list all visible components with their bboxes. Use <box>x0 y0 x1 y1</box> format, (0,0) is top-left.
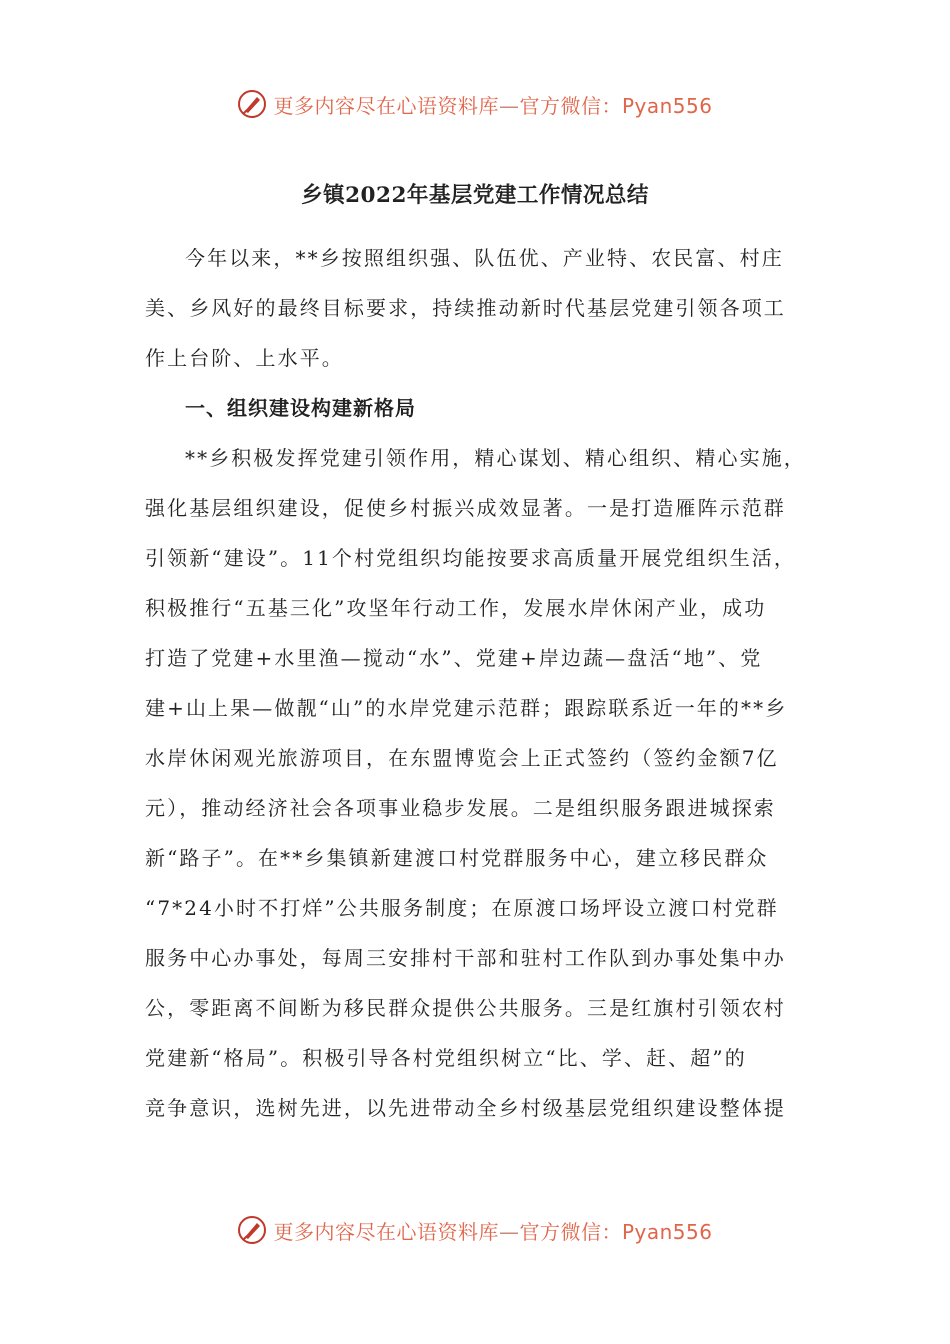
quill-logo-icon <box>237 89 267 119</box>
document-title: 乡镇2022年基层党建工作情况总结 <box>301 183 649 208</box>
watermark-banner-bottom <box>0 1210 950 1250</box>
paragraph-line: **乡积极发挥党建引领作用，精心谋划、精心组织、精心实施， <box>185 446 806 470</box>
paragraph-line: 竞争意识，选树先进，以先进带动全乡村级基层党组织建设整体提 <box>145 1096 786 1120</box>
watermark-text: 更多内容尽在心语资料库—官方微信：Pyan556 <box>273 93 713 118</box>
paragraph-line: 引领新“建设”。11个村党组织均能按要求高质量开展党组织生活， <box>145 546 796 570</box>
paragraph-line: 作上台阶、上水平。 <box>145 346 344 370</box>
paragraph-line: “7*24小时不打烊”公共服务制度；在原渡口场坪设立渡口村党群 <box>145 896 779 920</box>
paragraph-line: 打造了党建+水里渔—搅动“水”、党建+岸边蔬—盘活“地”、党 <box>145 646 763 670</box>
paragraph-line: 水岸休闲观光旅游项目，在东盟博览会上正式签约（签约金额7亿 <box>145 746 779 770</box>
watermark-text: 更多内容尽在心语资料库—官方微信：Pyan556 <box>273 1219 713 1244</box>
section-heading: 一、组织建设构建新格局 <box>185 396 416 420</box>
paragraph-line: 服务中心办事处，每周三安排村干部和驻村工作队到办事处集中办 <box>145 946 786 970</box>
paragraph-line: 新“路子”。在**乡集镇新建渡口村党群服务中心，建立移民群众 <box>145 846 769 870</box>
watermark-banner-top <box>0 84 950 124</box>
paragraph-line: 美、乡风好的最终目标要求，持续推动新时代基层党建引领各项工 <box>145 296 786 320</box>
paragraph-line: 今年以来，**乡按照组织强、队伍优、产业特、农民富、村庄 <box>185 246 784 270</box>
document-body <box>145 233 806 1133</box>
paragraph-line: 公，零距离不间断为移民群众提供公共服务。三是红旗村引领农村 <box>145 996 786 1020</box>
paragraph-line: 党建新“格局”。积极引导各村党组织树立“比、学、赶、超”的 <box>145 1046 747 1070</box>
paragraph-line: 强化基层组织建设，促使乡村振兴成效显著。一是打造雁阵示范群 <box>145 496 786 520</box>
quill-logo-icon <box>237 1215 267 1245</box>
paragraph-line: 元），推动经济社会各项事业稳步发展。二是组织服务跟进城探索 <box>145 796 776 820</box>
paragraph-line: 建+山上果—做靓“山”的水岸党建示范群；跟踪联系近一年的**乡 <box>145 696 788 720</box>
paragraph-line: 积极推行“五基三化”攻坚年行动工作，发展水岸休闲产业，成功 <box>145 596 767 620</box>
